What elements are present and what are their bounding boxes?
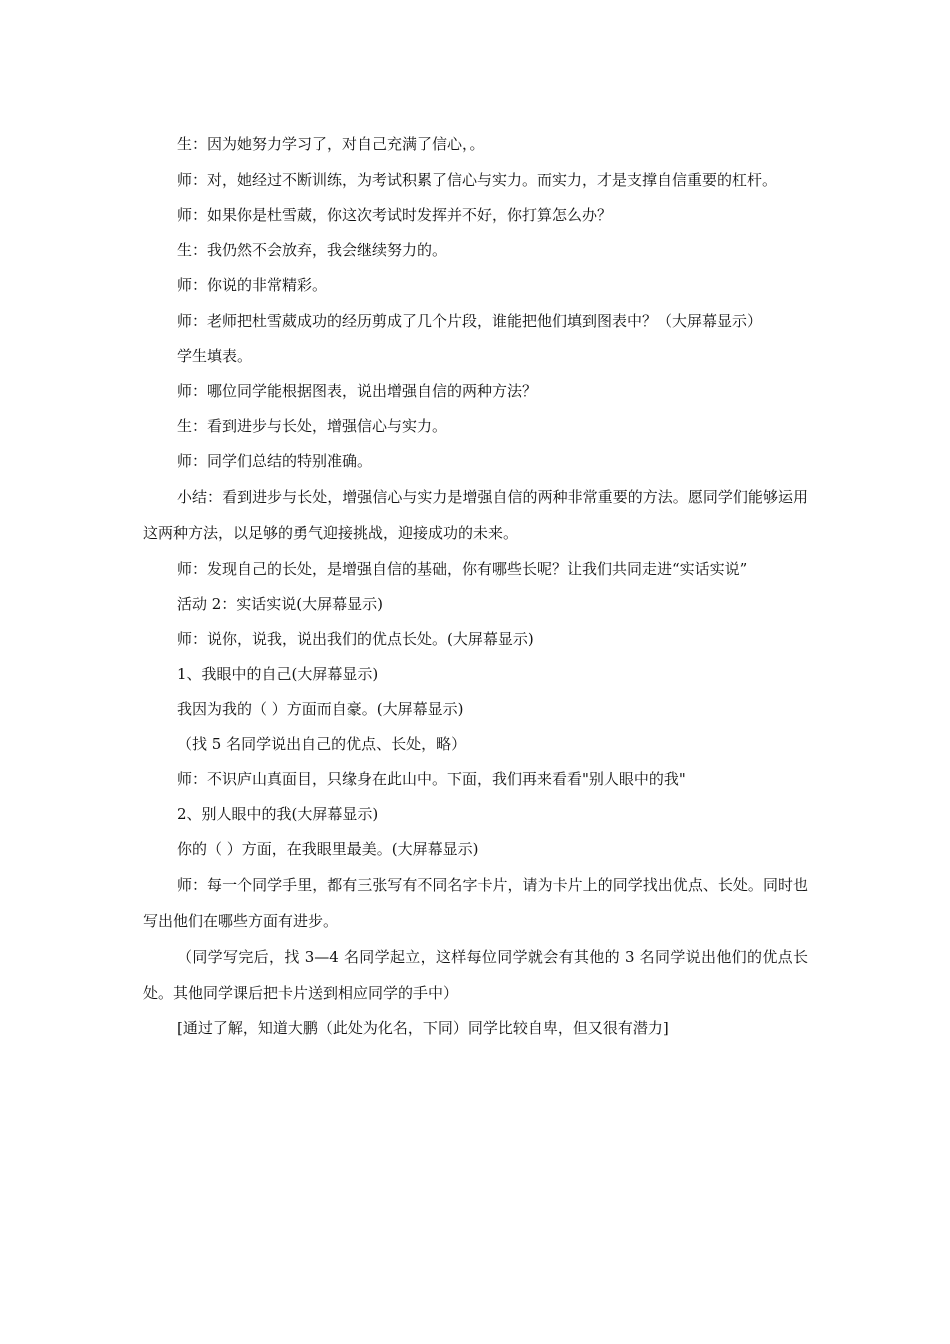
paragraph-10: 师：同学们总结的特别准确。 bbox=[177, 452, 373, 470]
paragraph-16: 我因为我的（ ）方面而自豪。(大屏幕显示) bbox=[177, 700, 464, 718]
document-body bbox=[143, 127, 808, 1046]
paragraph-6: 师：老师把杜雪葳成功的经历剪成了几个片段，谁能把他们填到图表中？（大屏幕显示） bbox=[177, 312, 763, 330]
paragraph-17: （找 5 名同学说出自己的优点、长处，略） bbox=[177, 735, 467, 753]
paragraph-9: 生：看到进步与长处，增强信心与实力。 bbox=[177, 417, 448, 435]
paragraph-21: 师：每一个同学手里，都有三张写有不同名字卡片，请为卡片上的同学找出优点、长处。同时也写出他们在哪些方面有进步。 bbox=[143, 876, 808, 930]
paragraph-3: 师：如果你是杜雪葳，你这次考试时发挥并不好，你打算怎么办？ bbox=[177, 206, 613, 224]
paragraph-4: 生：我仍然不会放弃，我会继续努力的。 bbox=[177, 241, 448, 259]
paragraph-12: 师：发现自己的长处，是增强自信的基础，你有哪些长呢？让我们共同走进“实话实说” bbox=[177, 560, 748, 578]
paragraph-20: 你的（ ）方面，在我眼里最美。(大屏幕显示) bbox=[177, 840, 479, 858]
paragraph-5: 师：你说的非常精彩。 bbox=[177, 276, 328, 294]
paragraph-1: 生：因为她努力学习了，对自己充满了信心，。 bbox=[177, 135, 485, 153]
paragraph-8: 师：哪位同学能根据图表，说出增强自信的两种方法？ bbox=[177, 382, 538, 400]
paragraph-23: [通过了解，知道大鹏（此处为化名，下同）同学比较自卑，但又很有潜力] bbox=[177, 1019, 669, 1037]
paragraph-18: 师：不识庐山真面目，只缘身在此山中。下面，我们再来看看"别人眼中的我" bbox=[177, 770, 686, 788]
paragraph-11: 小结：看到进步与长处，增强信心与实力是增强自信的两种非常重要的方法。愿同学们能够运用这两种方法，以足够的勇气迎接挑战，迎接成功的未来。 bbox=[143, 488, 808, 542]
paragraph-19: 2、别人眼中的我(大屏幕显示) bbox=[177, 805, 379, 823]
paragraph-13: 活动 2：实话实说(大屏幕显示) bbox=[177, 595, 384, 613]
paragraph-2: 师：对，她经过不断训练，为考试积累了信心与实力。而实力，才是支撑自信重要的杠杆。 bbox=[177, 171, 778, 189]
paragraph-15: 1、我眼中的自己(大屏幕显示) bbox=[177, 665, 379, 683]
paragraph-14: 师：说你，说我，说出我们的优点长处。(大屏幕显示) bbox=[177, 630, 534, 648]
paragraph-7: 学生填表。 bbox=[177, 347, 253, 365]
paragraph-22: （同学写完后，找 3—4 名同学起立，这样每位同学就会有其他的 3 名同学说出他们的优点长处。其他同学课后把卡片送到相应同学的手中） bbox=[143, 948, 808, 1002]
